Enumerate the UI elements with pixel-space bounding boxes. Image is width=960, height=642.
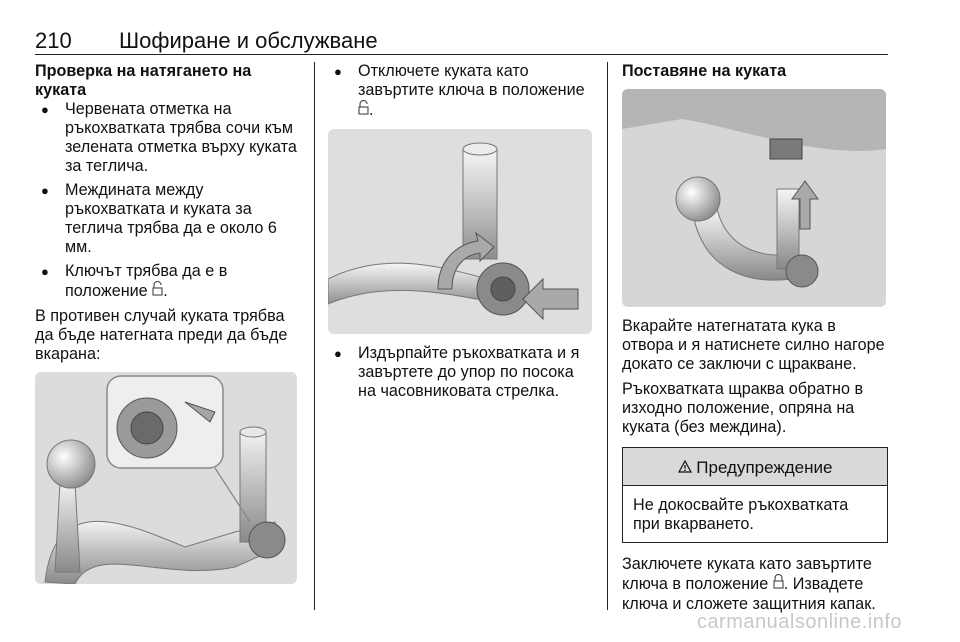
paragraph: В противен случай куката трябва да бъде натегната преди да бъде вкарана:	[35, 307, 288, 363]
column-1	[35, 62, 303, 594]
page-number: 210	[35, 28, 72, 53]
list-item: ● Ключът трябва да е в положение .	[35, 262, 303, 302]
tow-hook-tension-illustration	[35, 372, 297, 584]
column-divider	[607, 62, 608, 610]
chapter-title: Шофиране и обслужване	[119, 28, 378, 53]
list-item: ● Червената отметка на ръкохватката трябва сочи към зелената отметка върху куката за теглича.	[35, 100, 303, 176]
list-item: ● Издърпайте ръкохватката и я завъртете до упор по посока на часовниковата стрелка.	[328, 344, 596, 401]
warning-header	[623, 448, 887, 486]
list-item: ● Отключете куката като завъртите ключа в положение .	[328, 62, 596, 121]
column-2	[328, 62, 596, 406]
paragraph: Вкарайте натегнатата кука в отвора и я натиснете силно нагоре докато се заключи с щракване.	[622, 317, 885, 373]
warning-text: Не докосвайте ръкохватката при вкарването.	[633, 496, 849, 533]
check-list	[35, 100, 303, 302]
warning-icon	[678, 458, 697, 477]
unlock-steps	[328, 62, 596, 121]
section-heading-insert: Поставяне на куката	[622, 62, 787, 80]
lock-icon	[773, 574, 784, 595]
warning-box	[622, 447, 888, 543]
handle-rotation-illustration	[328, 129, 592, 334]
unlock-icon	[358, 100, 369, 121]
warning-title: Предупреждение	[696, 458, 833, 477]
rotate-steps	[328, 344, 596, 401]
page-header	[35, 28, 888, 55]
hook-insertion-illustration	[622, 89, 886, 307]
list-item: ● Междината между ръкохватката и куката за теглича трябва да е около 6 мм.	[35, 181, 303, 257]
unlock-icon	[152, 281, 163, 302]
section-heading-check: Проверка на натягането на куката	[35, 62, 252, 99]
paragraph: Заключете куката като завъртите ключа в положение . Извадете ключа и сложете защитния капак.	[622, 555, 876, 613]
paragraph: Ръкохватката щраква обратно в изходно положение, опряна на куката (без междина).	[622, 380, 864, 436]
column-divider	[314, 62, 315, 610]
watermark: carmanualsonline.info	[696, 611, 902, 633]
column-3	[622, 62, 888, 620]
